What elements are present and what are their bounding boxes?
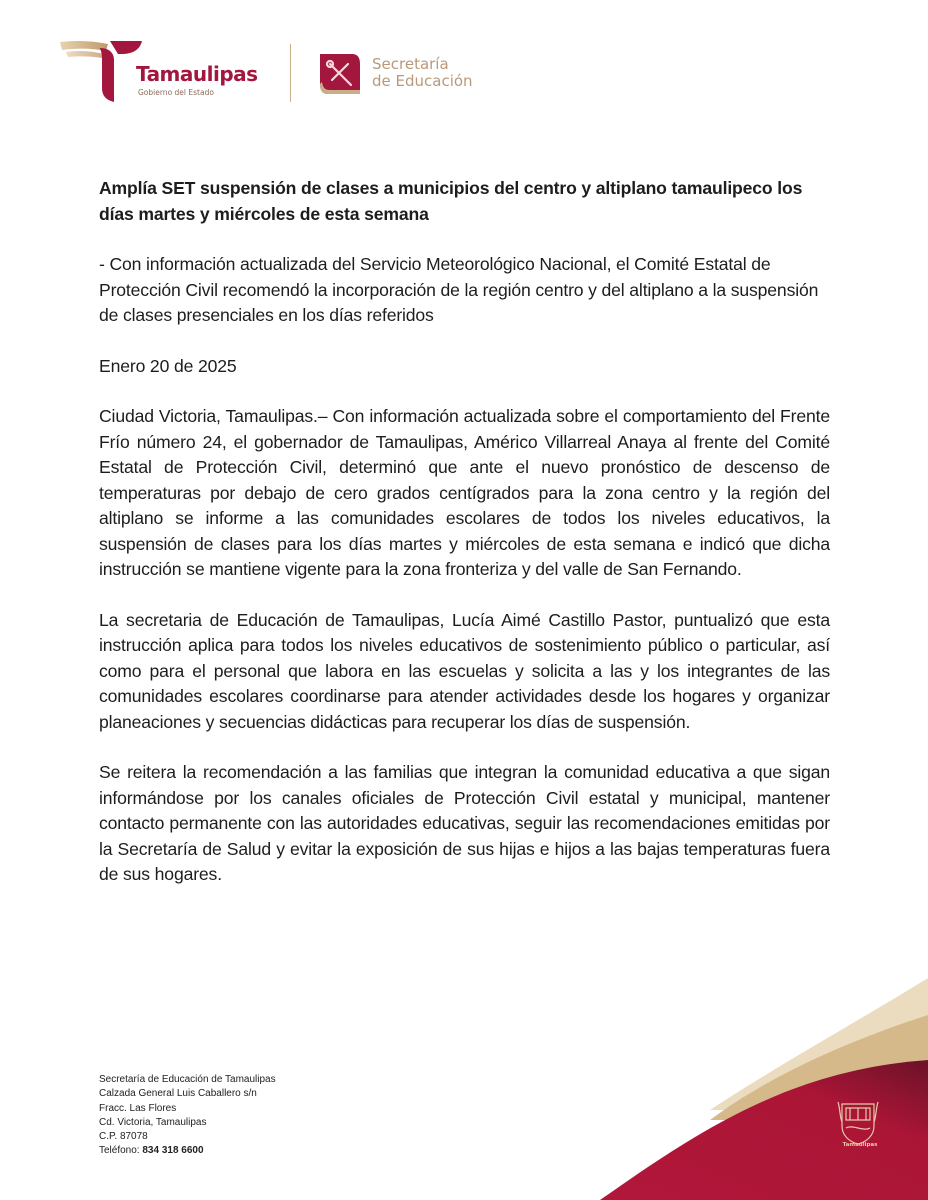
address-line: Secretaría de Educación de Tamaulipas [99,1074,276,1085]
article-paragraph: Ciudad Victoria, Tamaulipas.– Con información actualizada sobre el comportamiento del Frente Frío número 24, el gobernador de Tamaulipas, Américo Villarreal Anaya al frente del Comité Estatal de Protección Civil, determinó que ante el nuevo pronóstico de descenso de temperaturas por debajo de cero grados centígrados para la zona centro y la región del altiplano se informe a las comunidades escolares de todos los niveles educativos, la suspensión de clases para los días martes y miércoles de esta semana e indicó que dicha instrucción se mantiene vigente para la zona fronteriza y del valle de San Fernando. [99,406,830,579]
phone-label: Teléfono: [99,1145,143,1157]
press-release-body [99,176,830,888]
address-line: Fracc. Las Flores [99,1102,177,1114]
article-lead: - Con información actualizada del Servicio Meteorológico Nacional, el Comité Estatal de Protección Civil recomendó la incorporación de la región centro y del altiplano a la suspensión de clases presenciales en los días referidos [99,254,819,325]
brand-subtitle: Gobierno del Estado [138,88,214,97]
tamaulipas-t-logo-icon [56,38,146,106]
secretariat-line-1: Secretaría [372,55,449,73]
address-line: Cd. Victoria, Tamaulipas [99,1116,207,1128]
address-line: Calzada General Luis Caballero s/n [99,1088,257,1100]
phone-number: 834 318 6600 [142,1145,204,1157]
secretariat-line-2: de Educación [372,72,473,90]
article-title: Amplía SET suspensión de clases a municipios del centro y altiplano tamaulipeco los días martes y miércoles de esta semana [99,178,803,224]
secretariat-name [372,56,473,90]
education-pencil-badge-icon [318,52,362,96]
article-paragraph: Se reitera la recomendación a las familias que integran la comunidad educativa a que sigan informándose por los canales oficiales de Protección Civil estatal y municipal, mantener contacto permanente con las autoridades educativas, seguir las recomendaciones emitidas por la Secretaría de Salud y evitar la exposición de sus hijas e hijos a las bajas temperaturas fuera de sus hogares. [99,762,830,884]
article-paragraph: La secretaria de Educación de Tamaulipas, Lucía Aimé Castillo Pastor, puntualizó que esta instrucción aplica para todos los niveles educativos de sostenimiento público o particular, así como para el personal que labora en las escuelas y solicita a las y los integrantes de las comunidades escolares coordinarse para atender actividades desde los hogares y organizar planeaciones y secuencias didácticas para recuperar los días de suspensión. [99,609,830,732]
phone-line [99,1144,276,1158]
decorative-corner-wave [560,960,928,1200]
address-line: C.P. 87078 [99,1131,148,1143]
header-divider [290,44,291,102]
brand-name: Tamaulipas [136,62,258,86]
article-date: Enero 20 de 2025 [99,355,237,376]
footer-address [99,1073,276,1159]
seal-label: Tamaulipas [842,1142,878,1148]
letterhead [0,0,928,130]
